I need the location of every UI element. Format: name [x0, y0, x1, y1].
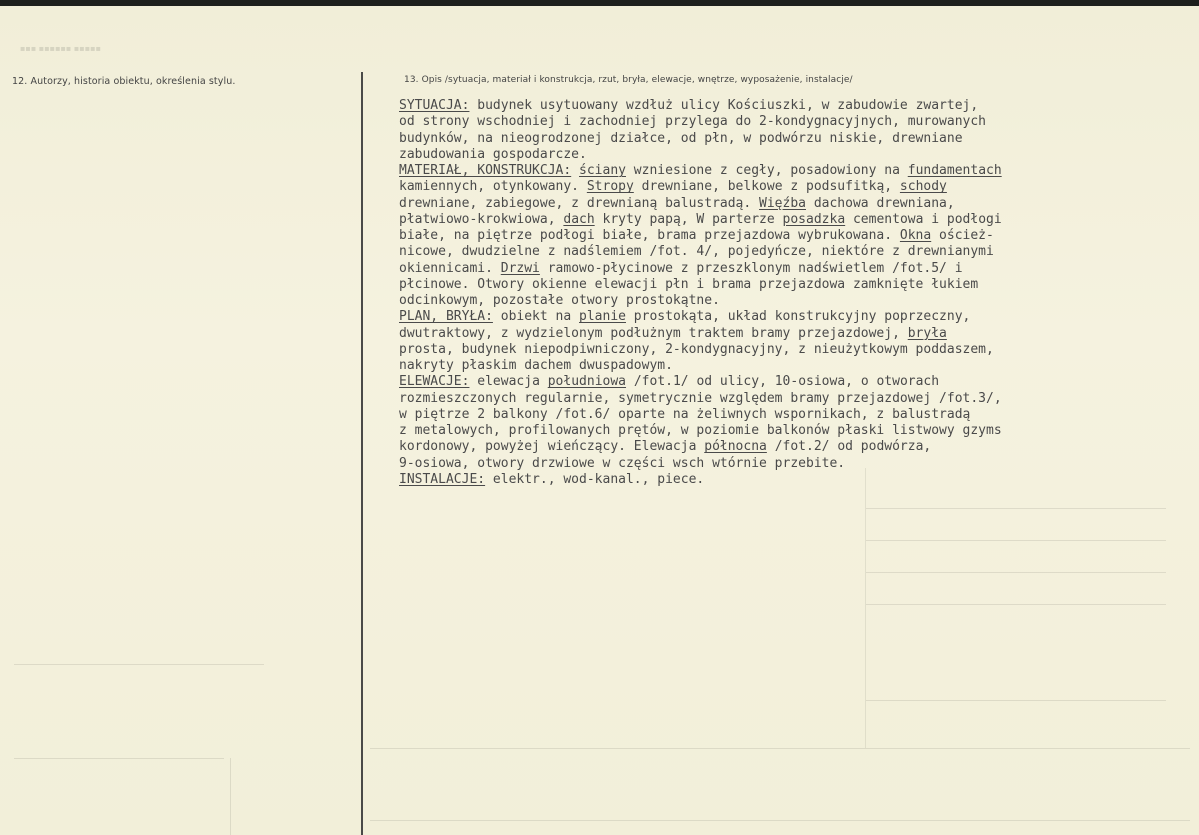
underlined-term: schody — [899, 179, 947, 195]
column-divider — [361, 72, 363, 835]
show-through-line — [866, 604, 1166, 605]
typed-text: prosta, budynek niepodpiwniczony, 2-kondygnacyjny, z nieużytkowym poddaszem, — [399, 341, 994, 357]
typed-text: elektr., wod-kanal., piece. — [485, 471, 705, 487]
underlined-term: bryła — [907, 325, 947, 341]
show-through-line — [370, 748, 1190, 749]
typed-text: /fot.1/ od ulicy, 10-osiowa, o otworach — [626, 374, 940, 390]
typed-text: budynków, na nieogrodzonej działce, od płn, w podwórzu niskie, drewniane — [399, 130, 963, 146]
typed-text: zabudowania gospodarcze. — [399, 146, 587, 162]
underlined-term: MATERIAŁ, KONSTRUKCJA: — [399, 163, 572, 178]
typed-text: nakryty płaskim dachem dwuspadowym. — [399, 358, 673, 373]
typed-text: wzniesione z cegły, posadowiony na — [625, 163, 908, 178]
underlined-term: SYTUACJA: — [399, 98, 470, 113]
typed-text: prostokąta, układ konstrukcyjny poprzeczny, — [625, 309, 971, 325]
show-through-box — [865, 468, 1166, 748]
typed-text: cementowa i podłogi — [845, 211, 1002, 227]
show-through-line — [14, 758, 224, 759]
typed-line — [399, 472, 1189, 488]
typed-text: oścież- — [931, 228, 994, 243]
typed-line — [399, 391, 1189, 407]
typed-line — [399, 358, 1189, 374]
show-through-line — [14, 664, 264, 665]
underlined-term: fundamentach — [907, 163, 1002, 178]
typed-text: obiekt na — [492, 309, 580, 325]
typed-line — [399, 423, 1189, 439]
underlined-term: Okna — [899, 228, 932, 243]
typed-line — [399, 147, 1189, 163]
show-through-line — [230, 758, 231, 835]
underlined-term: posadzka — [782, 211, 846, 227]
typed-line — [399, 293, 1189, 309]
top-edge-band — [0, 0, 1199, 6]
typed-text: płcinowe. Otwory okienne elewacji płn i brama przejazdowa zamknięte łukiem — [399, 276, 979, 292]
underlined-term: północna — [704, 439, 767, 455]
typed-text: odcinkowym, pozostałe otwory prostokątne. — [399, 293, 720, 308]
typed-text: /fot.2/ od podwórza, — [766, 439, 932, 455]
typed-line — [399, 212, 1189, 228]
typed-text: drewniane, zabiegowe, z drewnianą balustradą. — [399, 195, 760, 211]
typed-text: ramowo-płycinowe z przeszklonym nadświetlem /fot.5/ i — [539, 260, 963, 276]
typed-text: rozmieszczonych regularnie, symetrycznie względem bramy przejazdowej /fot.3/, — [399, 390, 1002, 406]
typed-line — [399, 163, 1189, 179]
show-through-line — [866, 572, 1166, 573]
typed-line — [399, 456, 1189, 472]
typed-line — [399, 326, 1189, 342]
underlined-term: ściany — [579, 163, 626, 178]
typed-line — [399, 277, 1189, 293]
typed-line — [399, 179, 1189, 195]
underlined-term: południowa — [547, 374, 627, 390]
typed-line — [399, 228, 1189, 244]
underlined-term: Stropy — [586, 179, 634, 195]
typed-text: nicowe, dwudzielne z nadślemiem /fot. 4/, pojedyńcze, niektóre z drewnianymi — [399, 244, 994, 260]
show-through-line — [370, 820, 1190, 821]
show-through-line — [866, 508, 1166, 509]
typed-line — [399, 114, 1189, 130]
typed-text: okiennicami. — [399, 260, 501, 276]
typed-text: w piętrze 2 balkony /fot.6/ oparte na żeliwnych wspornikach, z balustradą — [399, 406, 971, 422]
typed-line — [399, 244, 1189, 260]
typed-text: dachowa drewniana, — [806, 195, 955, 211]
typed-line — [399, 98, 1189, 114]
field-13-label: 13. Opis /sytuacja, materiał i konstrukcja, rzut, bryła, elewacje, wnętrze, wyposażenie, instalacje/ — [404, 75, 853, 85]
typed-line — [399, 131, 1189, 147]
field-12-label: 12. Autorzy, historia obiektu, określenia stylu. — [12, 76, 236, 87]
typed-line — [399, 342, 1189, 358]
typed-line — [399, 196, 1189, 212]
typed-text: budynek usytuowany wzdłuż ulicy Kościuszki, w zabudowie zwartej, — [469, 98, 979, 113]
typed-text: od strony wschodniej i zachodniej przylega do 2-kondygnacyjnych, murowanych — [399, 114, 986, 130]
underlined-term: Drzwi — [500, 260, 540, 276]
typed-text: dwutraktowy, z wydzielonym podłużnym traktem bramy przejazdowej, — [399, 325, 908, 341]
underlined-term: INSTALACJE: — [399, 471, 486, 487]
typed-line — [399, 261, 1189, 277]
typed-text: kryty papą, W parterze — [594, 211, 783, 227]
underlined-term: planie — [579, 309, 626, 325]
typed-text: drewniane, belkowe z podsufitką, — [633, 179, 900, 195]
typed-description — [399, 98, 1189, 488]
show-through-line — [866, 700, 1166, 701]
typed-text — [571, 163, 579, 178]
typed-text: 9-osiowa, otwory drzwiowe w części wsch wtórnie przebite. — [399, 455, 846, 471]
typed-line — [399, 374, 1189, 390]
typed-line — [399, 407, 1189, 423]
typed-text: płatwiowo-krokwiowa, — [399, 211, 564, 227]
typed-text: kamiennych, otynkowany. — [399, 179, 587, 195]
underlined-term: ELEWACJE: — [399, 374, 470, 390]
show-through-text: ▪▪▪ ▪▪▪▪▪▪ ▪▪▪▪▪ — [20, 44, 101, 53]
typed-line — [399, 439, 1189, 455]
underlined-term: dach — [563, 211, 595, 227]
show-through-line — [866, 540, 1166, 541]
typed-text: kordonowy, powyżej wieńczący. Elewacja — [399, 439, 705, 455]
underlined-term: Więźba — [759, 195, 806, 211]
typed-line — [399, 309, 1189, 325]
typed-text: z metalowych, profilowanych prętów, w poziomie balkonów płaski listwowy gzyms — [399, 423, 1002, 438]
typed-text: białe, na piętrze podłogi białe, brama przejazdowa wybrukowana. — [399, 228, 900, 243]
typed-text: elewacja — [469, 374, 548, 390]
underlined-term: PLAN, BRYŁA: — [399, 309, 493, 325]
